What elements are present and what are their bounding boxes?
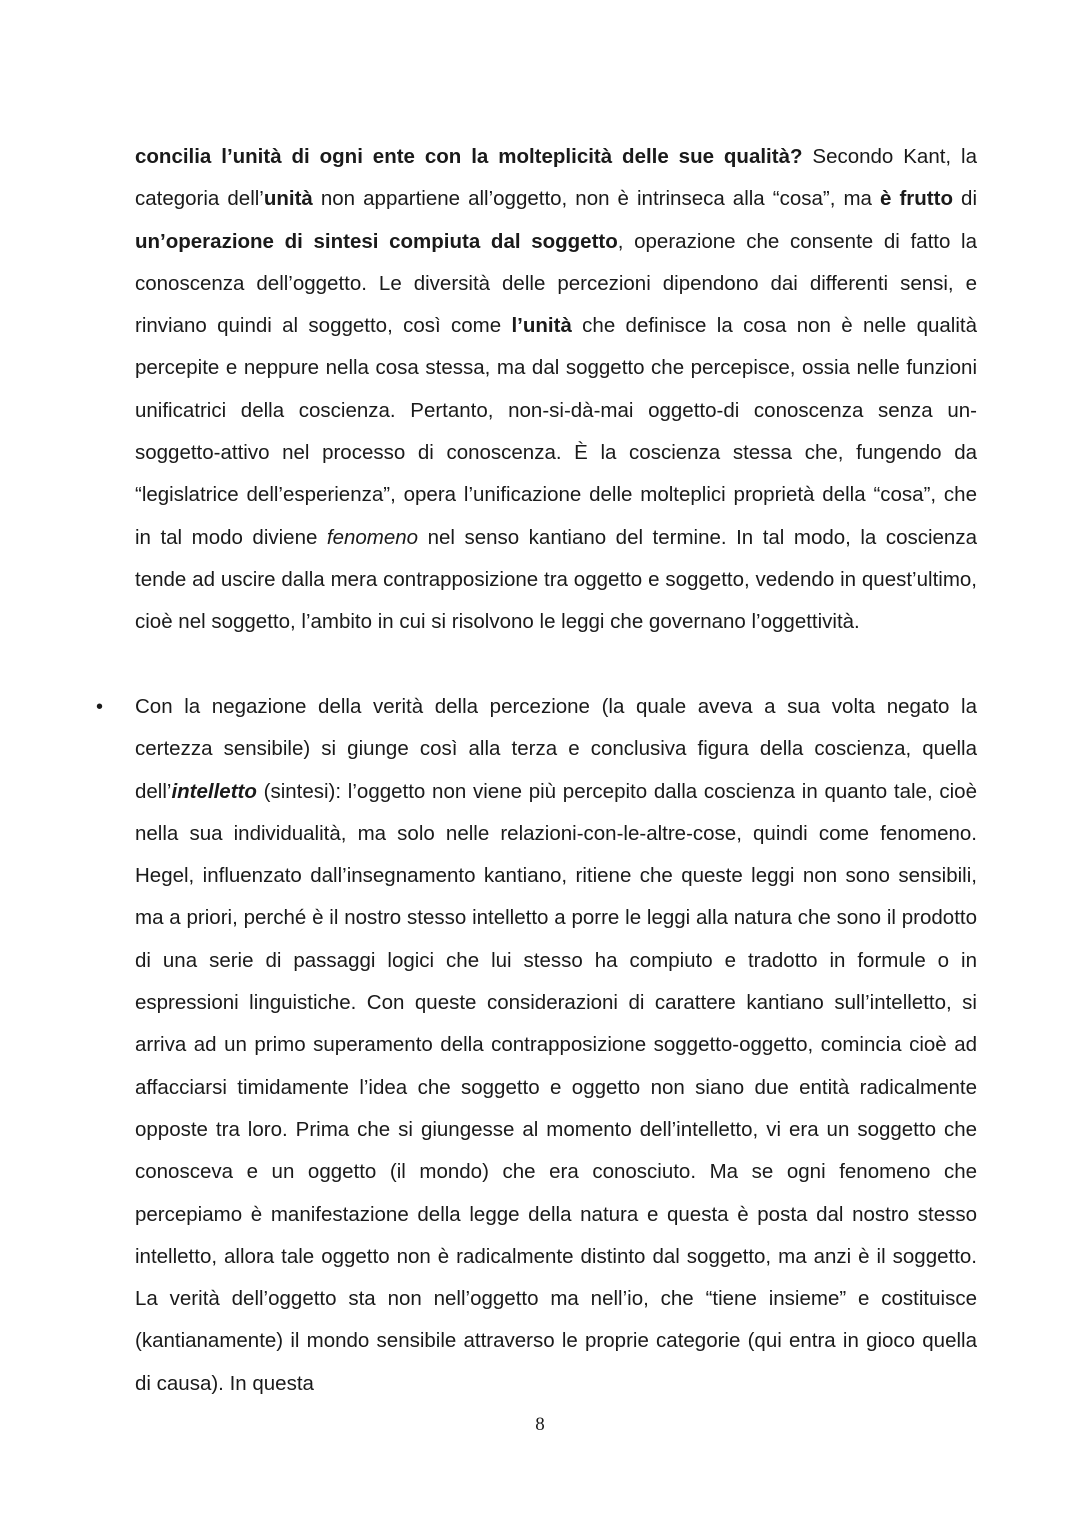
bullet-marker: •: [96, 696, 104, 718]
text-run: che definisce la cosa non è nelle qualità percepite e neppure nella cosa stessa, ma dal soggetto che percepisce, ossia nelle funzioni unificatrici della coscienza. Pertanto, non-si-dà-mai oggetto-di conoscenza senza un-soggetto-attivo nel processo di conoscenza. È la coscienza stessa che, fungendo da “legislatrice dell’esperienza”, opera l’unificazione delle molteplici proprietà della “cosa”, che in tal modo diviene: [135, 314, 977, 549]
text-run: Secondo Kant, la categoria dell’: [135, 145, 977, 211]
bold-phrase: è frutto: [880, 187, 953, 211]
text-run: nel senso kantiano del termine. In tal modo, la coscienza tende ad uscire dalla mera contrapposizione tra oggetto e soggetto, vedendo in quest’ultimo, cioè nel soggetto, l’ambito in cui si risolvono le leggi che governano l’oggettività.: [135, 525, 977, 634]
paragraph-kant-unity: [135, 136, 977, 644]
italic-term: intelletto: [171, 779, 257, 803]
text-run: (sintesi): l’oggetto non viene più percepito dalla coscienza in quanto tale, cioè nella sua individualità, ma solo nelle relazioni-con-le-altre-cose, quindi come fenomeno. Hegel, influenzato dall’insegnamento kantiano, ritiene che queste leggi non sono sensibili, ma a priori, perché è il nostro stesso intelletto a porre le leggi alla natura che sono il prodotto di una serie di passaggi logici che lui stesso ha compiuto e tradotto in formule o in espressioni linguistiche. Con queste considerazioni di carattere kantiano sull’intelletto, si arriva ad un primo superamento della contrapposizione soggetto-oggetto, comincia cioè ad affacciarsi timidamente l’idea che soggetto e oggetto non siano due entità radicalmente opposte tra loro. Prima che si giungesse al momento dell’intelletto, vi era un soggetto che conosceva e un oggetto (il mondo) che era conosciuto. Ma se ogni fenomeno che percepiamo è manifestazione della legge della natura e questa è posta dal nostro stesso intelletto, allora tale oggetto non è radicalmente distinto dal soggetto, ma anzi è il soggetto. La verità dell’oggetto sta non nell’oggetto ma nell’io, che “tiene insieme” e costituisce (kantianamente) il mondo sensibile attraverso le proprie categorie (qui entra in gioco quella di causa). In questa: [135, 779, 977, 1395]
bold-phrase: unità: [263, 187, 313, 211]
text-run: , operazione che consente di fatto la conoscenza dell’oggetto. Le diversità delle percezioni dipendono dai differenti sensi, e rinviano quindi al soggetto, così come: [135, 229, 977, 338]
bold-phrase: un’operazione di sintesi compiuta dal soggetto: [135, 229, 618, 253]
italic-term: fenomeno: [326, 525, 419, 549]
page-number: 8: [535, 1414, 545, 1435]
text-run: Con la negazione della verità della percezione (la quale aveva a sua volta negato la certezza sensibile) si giunge così alla terza e conclusiva figura della coscienza, quella dell’: [135, 695, 977, 803]
bold-phrase: l’unità: [511, 314, 572, 338]
text-run: non appartiene all’oggetto, non è intrinseca alla “cosa”, ma: [312, 187, 881, 211]
text-run: di: [952, 187, 977, 211]
paragraph-intellect: [135, 686, 977, 1405]
bold-italic-term: [171, 780, 256, 803]
bold-phrase: concilia l’unità di ogni ente con la molteplicità delle sue qualità?: [135, 145, 803, 168]
